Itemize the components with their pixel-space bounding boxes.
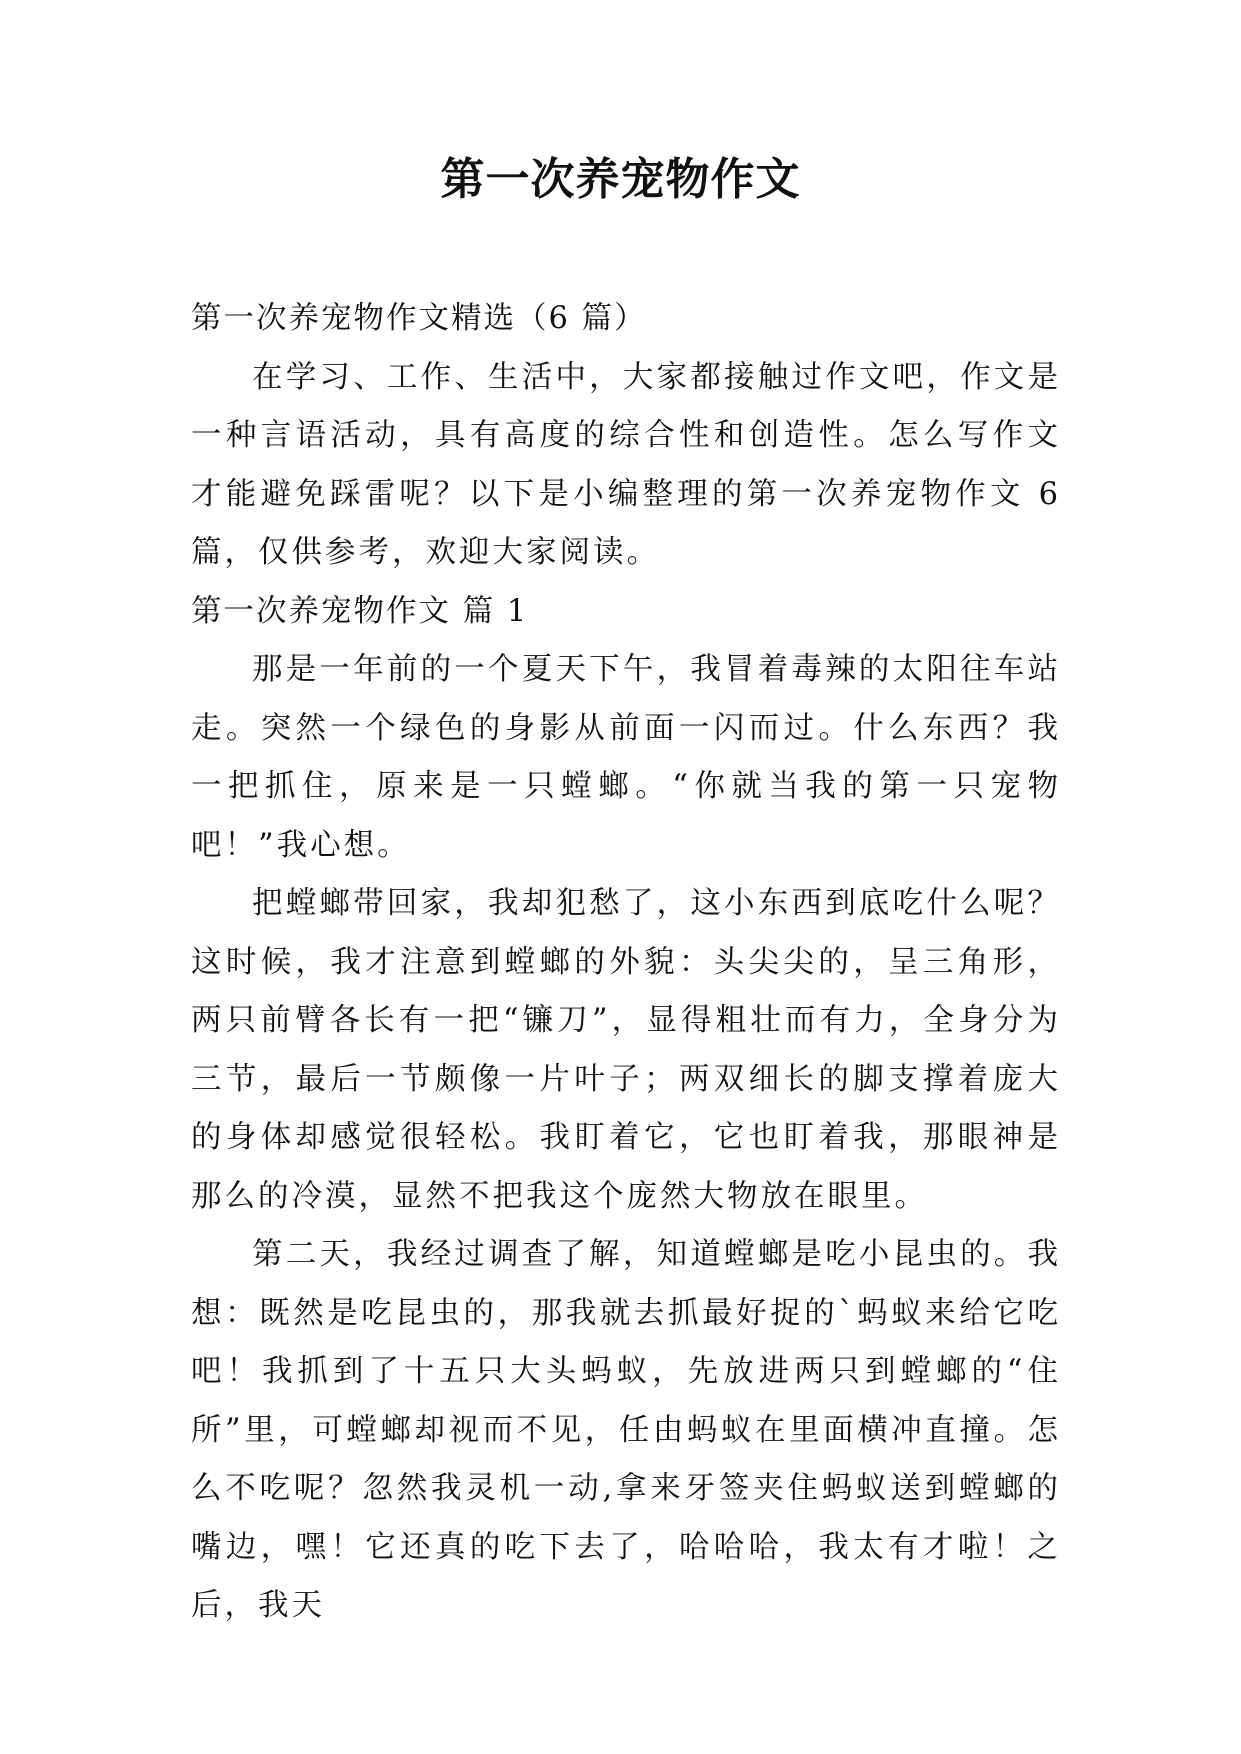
section-heading: 第一次养宠物作文 篇 1 [191, 593, 529, 629]
intro-paragraph: 在学习、工作、生活中，大家都接触过作文吧，作文是一种言语活动，具有高度的综合性和创造性。怎么写作文才能避免踩雷呢？以下是小编整理的第一次养宠物作文 6 篇，仅供参考，欢迎大家阅读。 [191, 359, 1061, 570]
document-title: 第一次养宠物作文 [440, 154, 801, 205]
collection-subtitle: 第一次养宠物作文精选（6 篇） [191, 301, 647, 336]
body-paragraph-1: 那是一年前的一个夏天下午，我冒着毒辣的太阳往车站走。突然一个绿色的身影从前面一闪而过。什么东西？我一把抓住，原来是一只螳螂。“你就当我的第一只宠物吧！”我心想。 [191, 652, 1061, 863]
document-body [191, 290, 1061, 1636]
body-paragraph-2: 把螳螂带回家，我却犯愁了，这小东西到底吃什么呢？这时候，我才注意到螳螂的外貌：头尖尖的，呈三角形，两只前臂各长有一把“镰刀”，显得粗壮而有力，全身分为三节，最后一节颇像一片叶子；两双细长的脚支撑着庞大的身体却感觉很轻松。我盯着它，它也盯着我，那眼神是那么的冷漠，显然不把我这个庞然大物放在眼里。 [191, 886, 1061, 1214]
body-paragraph-3: 第二天，我经过调查了解，知道螳螂是吃小昆虫的。我想：既然是吃昆虫的，那我就去抓最好捉的`蚂蚁来给它吃吧！我抓到了十五只大头蚂蚁，先放进两只到螳螂的“住所”里，可螳螂却视而不见，任由蚂蚁在里面横冲直撞。怎么不吃呢？忽然我灵机一动,拿来牙签夹住蚂蚁送到螳螂的嘴边，嘿！它还真的吃下去了，哈哈哈，我太有才啦！之后，我天 [191, 1237, 1061, 1623]
